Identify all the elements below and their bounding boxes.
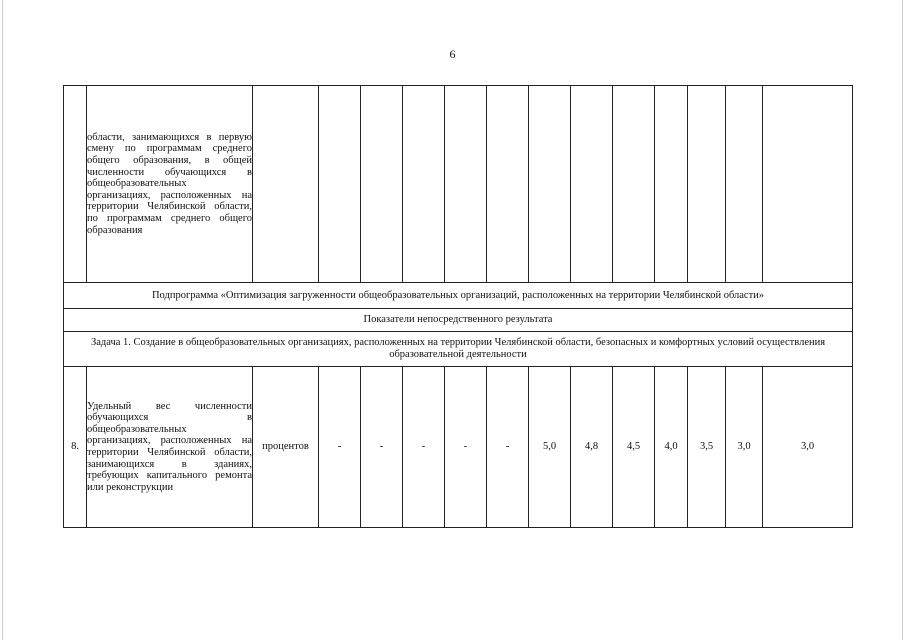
table-row-8 [64, 367, 853, 528]
value-cell: 4,5 [613, 367, 655, 528]
value-cell: - [361, 367, 403, 528]
value-cell: 3,0 [726, 367, 763, 528]
value-cell: 5,0 [529, 367, 571, 528]
value-cell: 4,8 [571, 367, 613, 528]
indicator-description: Удельный вес численности обучающихся в общеобразовательных организациях, расположенных на территории Челябинской области, занимающихся в зданиях, требующих капитального ремонта или реконструкции [87, 367, 253, 528]
value-cell [403, 86, 445, 283]
indicators-table [63, 85, 853, 528]
value-cell: - [403, 367, 445, 528]
value-cell [688, 86, 726, 283]
indicators-header: Показатели непосредственного результата [64, 309, 853, 332]
value-cell: 3,5 [688, 367, 726, 528]
subprogram-title: Подпрограмма «Оптимизация загруженности общеобразовательных организаций, расположенных на территории Челябинской области» [64, 283, 853, 309]
table-row-task [64, 332, 853, 367]
value-cell: - [487, 367, 529, 528]
table-row-subprogram [64, 283, 853, 309]
table-row-continued [64, 86, 853, 283]
task-title: Задача 1. Создание в общеобразовательных организациях, расположенных на территории Челябинской области, безопасных и комфортных условий осуществления образовательной деятельности [64, 332, 853, 367]
unit-cell [253, 86, 319, 283]
page-number: 6 [449, 47, 456, 61]
value-cell [319, 86, 361, 283]
value-cell [529, 86, 571, 283]
value-cell [613, 86, 655, 283]
value-cell [487, 86, 529, 283]
indicator-description: области, занимающихся в первую смену по программам среднего общего образования, в общей численности обучающихся в общеобразовательных организациях, расположенных на территории Челябинской области, по программам среднего общего образования [87, 86, 253, 283]
row-number: 8. [64, 367, 87, 528]
value-cell [571, 86, 613, 283]
value-cell: - [319, 367, 361, 528]
value-cell [361, 86, 403, 283]
value-cell: 4,0 [655, 367, 688, 528]
table-row-indicators-header [64, 309, 853, 332]
value-cell: 3,0 [763, 367, 853, 528]
value-cell [726, 86, 763, 283]
value-cell: - [445, 367, 487, 528]
value-cell [655, 86, 688, 283]
value-cell [445, 86, 487, 283]
row-number [64, 86, 87, 283]
value-cell [763, 86, 853, 283]
unit-cell: процентов [253, 367, 319, 528]
